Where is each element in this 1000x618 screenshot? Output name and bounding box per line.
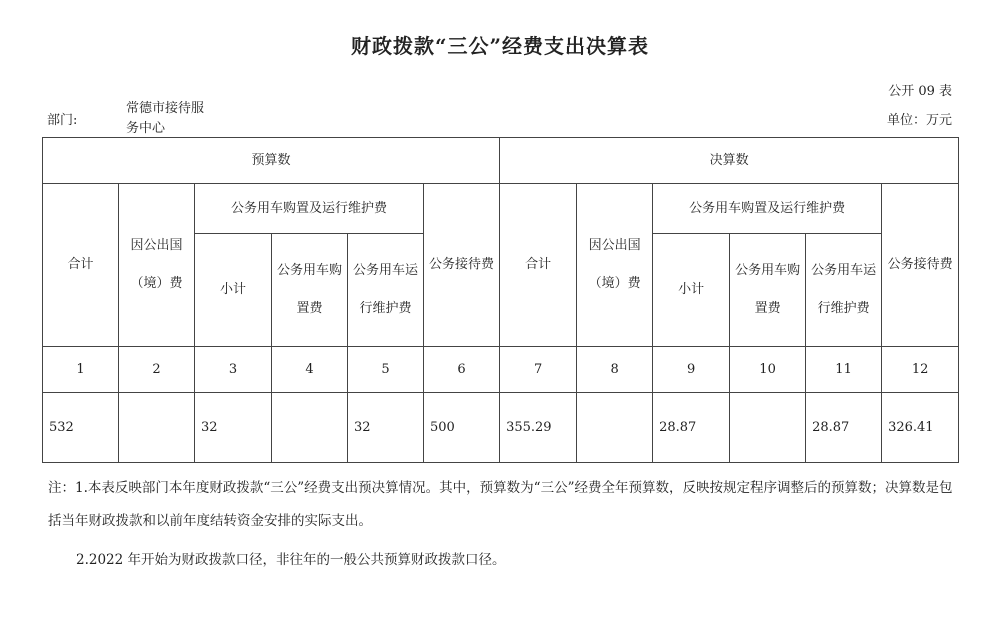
budget-total-value: 532 (43, 393, 119, 463)
col-number: 8 (577, 347, 653, 393)
unit-label: 单位：万元 (886, 113, 952, 128)
department-name: 常德市接待服务中心 (126, 101, 205, 136)
col-number: 5 (348, 347, 424, 393)
final-abroad-value (577, 393, 653, 463)
col-number: 7 (500, 347, 577, 393)
budget-abroad-value (119, 393, 195, 463)
col-number: 11 (806, 347, 882, 393)
budget-total-header: 合计 (43, 184, 119, 347)
col-number: 2 (119, 347, 195, 393)
column-number-row (43, 347, 959, 393)
budget-car-purchase-value (272, 393, 348, 463)
final-car-operation-value: 28.87 (806, 393, 882, 463)
final-total-header: 合计 (500, 184, 577, 347)
col-number: 9 (653, 347, 730, 393)
final-subtotal-header: 小计 (653, 234, 730, 347)
note-2: 2.2022 年开始为财政拨款口径，非往年的一般公共预算财政拨款口径。 (76, 552, 506, 568)
budget-reception-value: 500 (424, 393, 500, 463)
budget-car-operation-header: 公务用车运行维护费 (348, 234, 424, 347)
final-abroad-header: 因公出国（境）费 (577, 184, 653, 347)
col-number: 6 (424, 347, 500, 393)
budget-table (42, 137, 959, 463)
final-header: 决算数 (500, 138, 959, 184)
budget-reception-header: 公务接待费 (424, 184, 500, 347)
col-number: 12 (882, 347, 959, 393)
final-total-value: 355.29 (500, 393, 577, 463)
col-number: 4 (272, 347, 348, 393)
budget-subtotal-header: 小计 (195, 234, 272, 347)
final-reception-value: 326.41 (882, 393, 959, 463)
final-car-operation-header: 公务用车运行维护费 (806, 234, 882, 347)
header-row-2 (43, 184, 959, 234)
final-car-group-header: 公务用车购置及运行维护费 (653, 184, 882, 234)
page-title: 财政拨款“三公”经费支出决算表 (350, 34, 649, 58)
budget-car-group-header: 公务用车购置及运行维护费 (195, 184, 424, 234)
col-number: 3 (195, 347, 272, 393)
note-1: 注：1.本表反映部门本年度财政拨款“三公”经费支出预决算情况。其中，预算数为“三公”经费全年预算数，反映按规定程序调整后的预算数；决算数是包括当年财政拨款和以前年度结转资金安排的实际支出。 (48, 480, 953, 529)
budget-car-operation-value: 32 (348, 393, 424, 463)
budget-header: 预算数 (43, 138, 500, 184)
final-car-purchase-header: 公务用车购置费 (730, 234, 806, 347)
final-reception-header: 公务接待费 (882, 184, 959, 347)
header-row-1 (43, 138, 959, 184)
value-row (43, 393, 959, 463)
form-number: 公开 09 表 (888, 84, 952, 99)
col-number: 1 (43, 347, 119, 393)
final-car-purchase-value (730, 393, 806, 463)
department-label: 部门: (47, 113, 78, 128)
notes (48, 472, 953, 577)
budget-abroad-header: 因公出国（境）费 (119, 184, 195, 347)
budget-car-purchase-header: 公务用车购置费 (272, 234, 348, 347)
col-number: 10 (730, 347, 806, 393)
budget-subtotal-value: 32 (195, 393, 272, 463)
final-subtotal-value: 28.87 (653, 393, 730, 463)
